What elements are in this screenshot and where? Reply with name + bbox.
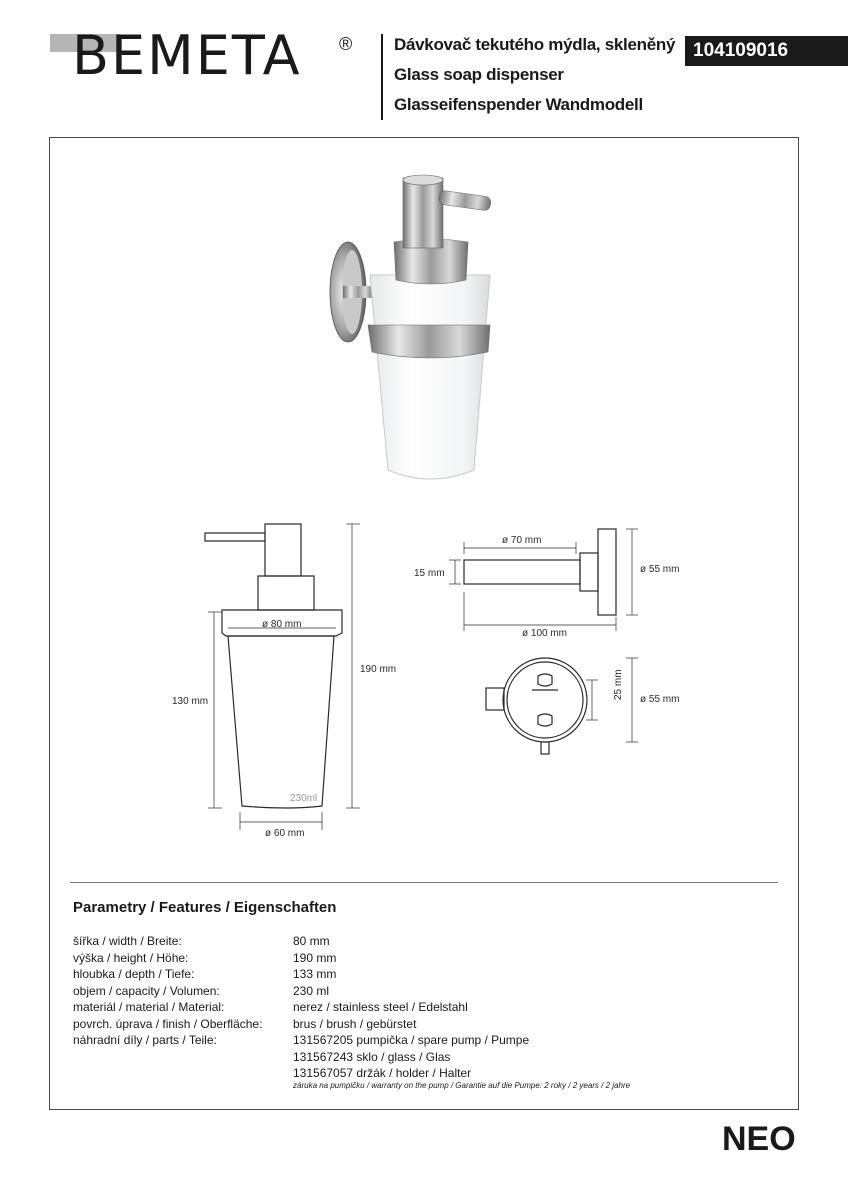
front-view-drawing bbox=[205, 524, 342, 808]
feature-label: materiál / material / Material: bbox=[73, 1000, 225, 1014]
feature-value: 230 ml bbox=[293, 983, 330, 998]
warranty-note: záruka na pumpičku / warranty on the pump / Garantie auf die Pumpe: 2 roky / 2 years / 2 jahre bbox=[293, 1081, 631, 1090]
brand-logo: BEMETA bbox=[72, 24, 302, 87]
dim-arm-height: 15 mm bbox=[414, 568, 445, 579]
feature-value: 190 mm bbox=[293, 950, 337, 965]
feature-label: výška / height / Höhe: bbox=[73, 950, 189, 965]
dim-width-top: ø 80 mm bbox=[262, 619, 302, 630]
feature-label: hloubka / depth / Tiefe: bbox=[73, 967, 195, 981]
registered-mark: ® bbox=[339, 34, 353, 54]
feature-value: 131567243 sklo / glass / Glas bbox=[293, 1049, 451, 1064]
top-view-drawing bbox=[486, 658, 587, 754]
capacity-mark: 230ml bbox=[290, 793, 318, 804]
feature-value: 80 mm bbox=[293, 934, 330, 948]
dim-height-glass: 130 mm bbox=[172, 696, 209, 707]
features-title: Parametry / Features / Eigenschaften bbox=[73, 899, 337, 916]
dim-plate: ø 55 mm bbox=[640, 564, 680, 575]
dim-height-total: 190 mm bbox=[360, 664, 397, 675]
top-view-dimensions bbox=[586, 658, 638, 742]
section-divider bbox=[70, 882, 778, 883]
title-cz: Dávkovač tekutého mýdla, skleněný bbox=[394, 35, 676, 54]
feature-label: povrch. úprava / finish / Oberfläche: bbox=[73, 1016, 263, 1031]
title-de: Glasseifenspender Wandmodell bbox=[394, 95, 643, 114]
side-view-dimensions bbox=[449, 529, 638, 631]
dim-depth: ø 100 mm bbox=[522, 628, 568, 639]
dim-rosette: ø 70 mm bbox=[502, 535, 542, 546]
dim-top-diameter: ø 55 mm bbox=[640, 694, 680, 705]
series-name: NEO bbox=[722, 1120, 796, 1158]
feature-label: náhradní díly / parts / Teile: bbox=[73, 1033, 217, 1047]
feature-label: šířka / width / Breite: bbox=[73, 934, 182, 948]
feature-label: objem / capacity / Volumen: bbox=[73, 983, 220, 998]
feature-value: nerez / stainless steel / Edelstahl bbox=[293, 1000, 468, 1014]
feature-value: 133 mm bbox=[293, 967, 337, 981]
dim-hole-spacing: 25 mm bbox=[613, 669, 624, 700]
feature-value: brus / brush / gebürstet bbox=[293, 1016, 417, 1031]
feature-value: 131567205 pumpička / spare pump / Pumpe bbox=[293, 1033, 530, 1047]
dim-width-bottom: ø 60 mm bbox=[265, 828, 305, 839]
title-en: Glass soap dispenser bbox=[394, 65, 564, 84]
feature-value: 131567057 držák / holder / Halter bbox=[293, 1066, 472, 1080]
product-code-badge: 104109016 bbox=[685, 36, 848, 66]
product-photo bbox=[330, 175, 491, 479]
